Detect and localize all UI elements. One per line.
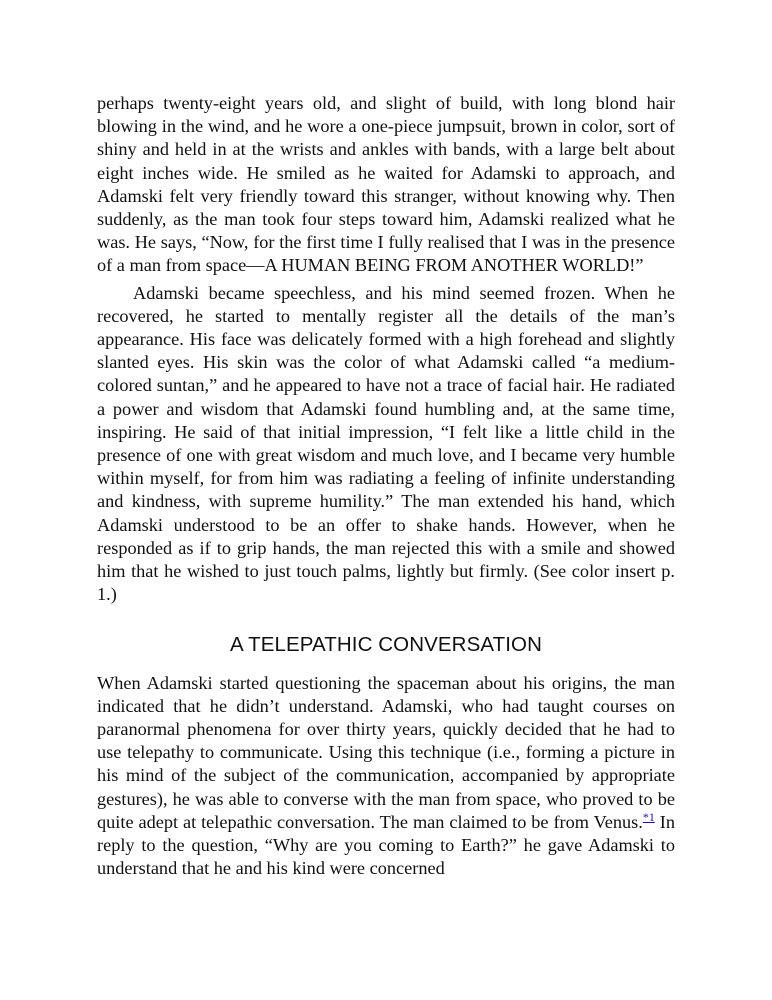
paragraph-3 [97,672,675,881]
paragraph-3-text-end: In reply to the question, “Why are you coming to Earth?” he gave Adamski to understand that he and his kind were concerned [97,811,675,879]
paragraph-3-text-start: When Adamski started questioning the spaceman about his origins, the man indicated that he didn’t understand. Adamski, who had taught courses on paranormal phenomena for over thirty years, quickly decided that he had to use telepathy to communicate. Using this technique (i.e., forming a picture in his mind of the subject of the communication, accompanied by appropriate gestures), he was able to converse with the man from space, who proved to be quite adept at telepathic conversation. The man claimed to be from Venus. [97,672,675,832]
footnote-link[interactable]: *1 [642,809,655,824]
section-heading: A TELEPATHIC CONVERSATION [230,633,542,657]
paragraph-2: Adamski became speechless, and his mind seemed frozen. When he recovered, he started to mentally register all the details of the man’s appearance. His face was delicately formed with a high forehead and slightly slanted eyes. His skin was the color of what Adamski called “a medium-colored suntan,” and he appeared to have not a trace of facial hair. He radiated a power and wisdom that Adamski found humbling and, at the same time, inspiring. He said of that initial impression, “I felt like a little child in the presence of one with great wisdom and much love, and I became very humble within myself, for from him was radiating a feeling of infinite understanding and kindness, with supreme humility.” The man extended his hand, which Adamski understood to be an offer to shake hands. However, when he responded as if to grip hands, the man rejected this with a smile and showed him that he wished to just touch palms, lightly but firmly. (See color insert p. 1.) [97,282,675,605]
page-body [97,92,675,881]
paragraph-1: perhaps twenty-eight years old, and slight of build, with long blond hair blowing in the wind, and he wore a one-piece jumpsuit, brown in color, sort of shiny and held in at the wrists and ankles with bands, with a large belt about eight inches wide. He smiled as he waited for Adamski to approach, and Adamski felt very friendly toward this stranger, without knowing why. Then suddenly, as the man took four steps toward him, Adamski realized what he was. He says, “Now, for the first time I fully realised that I was in the presence of a man from space—A HUMAN BEING FROM ANOTHER WORLD!” [97,93,675,276]
